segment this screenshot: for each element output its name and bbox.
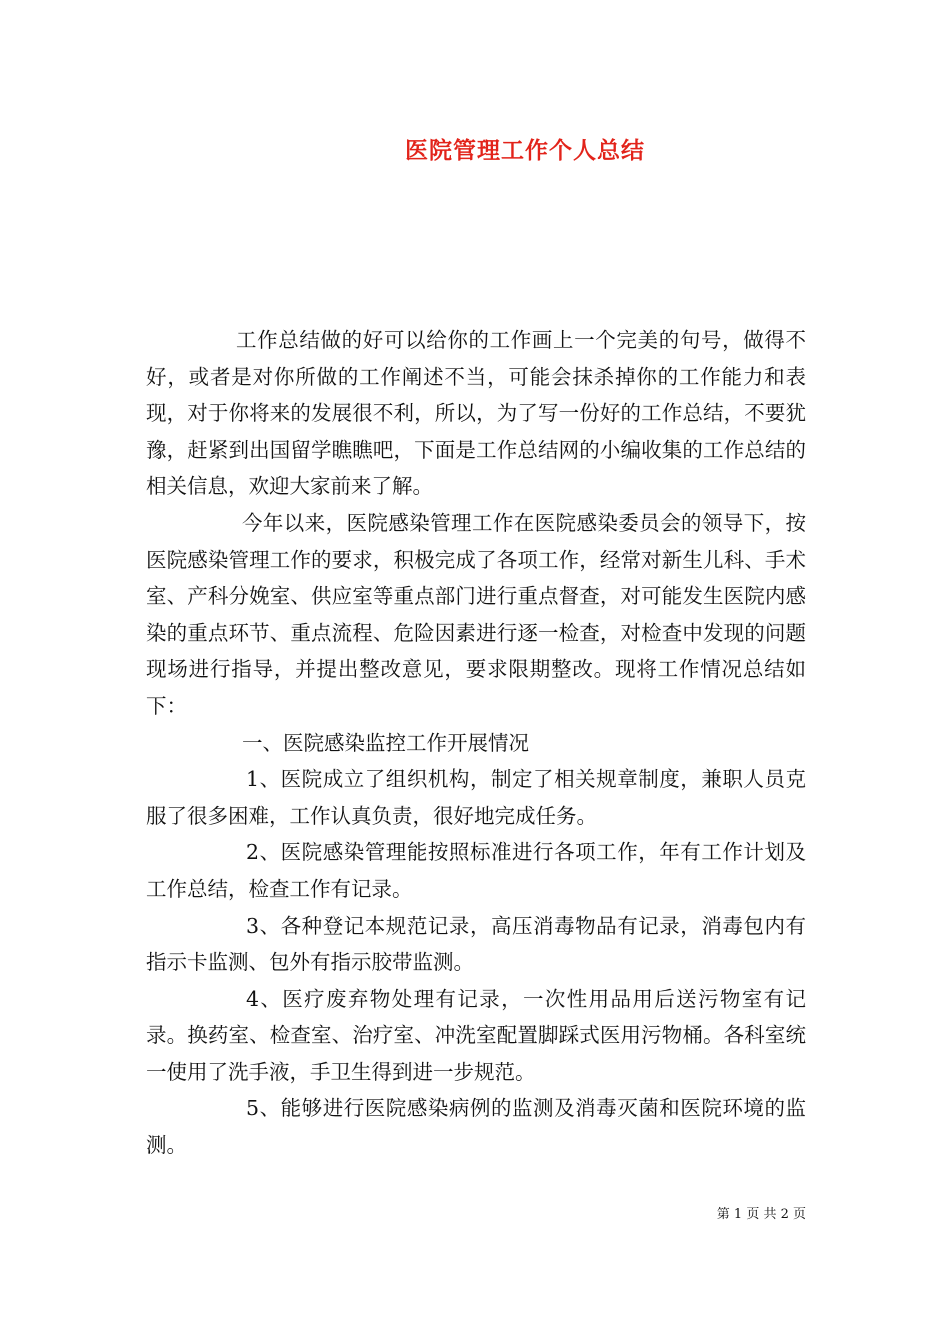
document-title: 医院管理工作个人总结 [405,137,645,164]
main-paragraph: 今年以来，医院感染管理工作在医院感染委员会的领导下，按医院感染管理工作的要求，积极完成了各项工作，经常对新生儿科、手术室、产科分娩室、供应室等重点部门进行重点督查，对可能发生医院内感染的重点环节、重点流程、危险因素进行逐一检查，对检查中发现的问题现场进行指导，并提出整改意见，要求限期整改。现将工作情况总结如下： [146,510,806,718]
page-footer: 第 1 页 共 2 页 [716,1207,806,1222]
list-item-4: 4、医疗废弃物处理有记录，一次性用品用后送污物室有记录。换药室、检查室、治疗室、冲洗室配置脚踩式医用污物桶。各科室统一使用了洗手液，手卫生得到进一步规范。 [146,986,806,1084]
list-item-3: 3、各种登记本规范记录，高压消毒物品有记录，消毒包内有指示卡监测、包外有指示胶带监测。 [146,913,806,975]
list-item-5: 5、能够进行医院感染病例的监测及消毒灭菌和医院环境的监测。 [146,1096,806,1158]
intro-paragraph: 工作总结做的好可以给你的工作画上一个完美的句号，做得不好，或者是对你所做的工作阐述不当，可能会抹杀掉你的工作能力和表现，对于你将来的发展很不利，所以，为了写一份好的工作总结，不要犹豫，赶紧到出国留学瞧瞧吧，下面是工作总结网的小编收集的工作总结的相关信息，欢迎大家前来了解。 [146,328,806,499]
list-item-1: 1、医院成立了组织机构，制定了相关规章制度，兼职人员克服了很多困难，工作认真负责，很好地完成任务。 [146,767,806,828]
document-body [146,322,806,1164]
section-heading: 一、医院感染监控工作开展情况 [242,730,529,755]
list-item-2: 2、医院感染管理能按照标准进行各项工作，年有工作计划及工作总结，检查工作有记录。 [146,840,806,901]
